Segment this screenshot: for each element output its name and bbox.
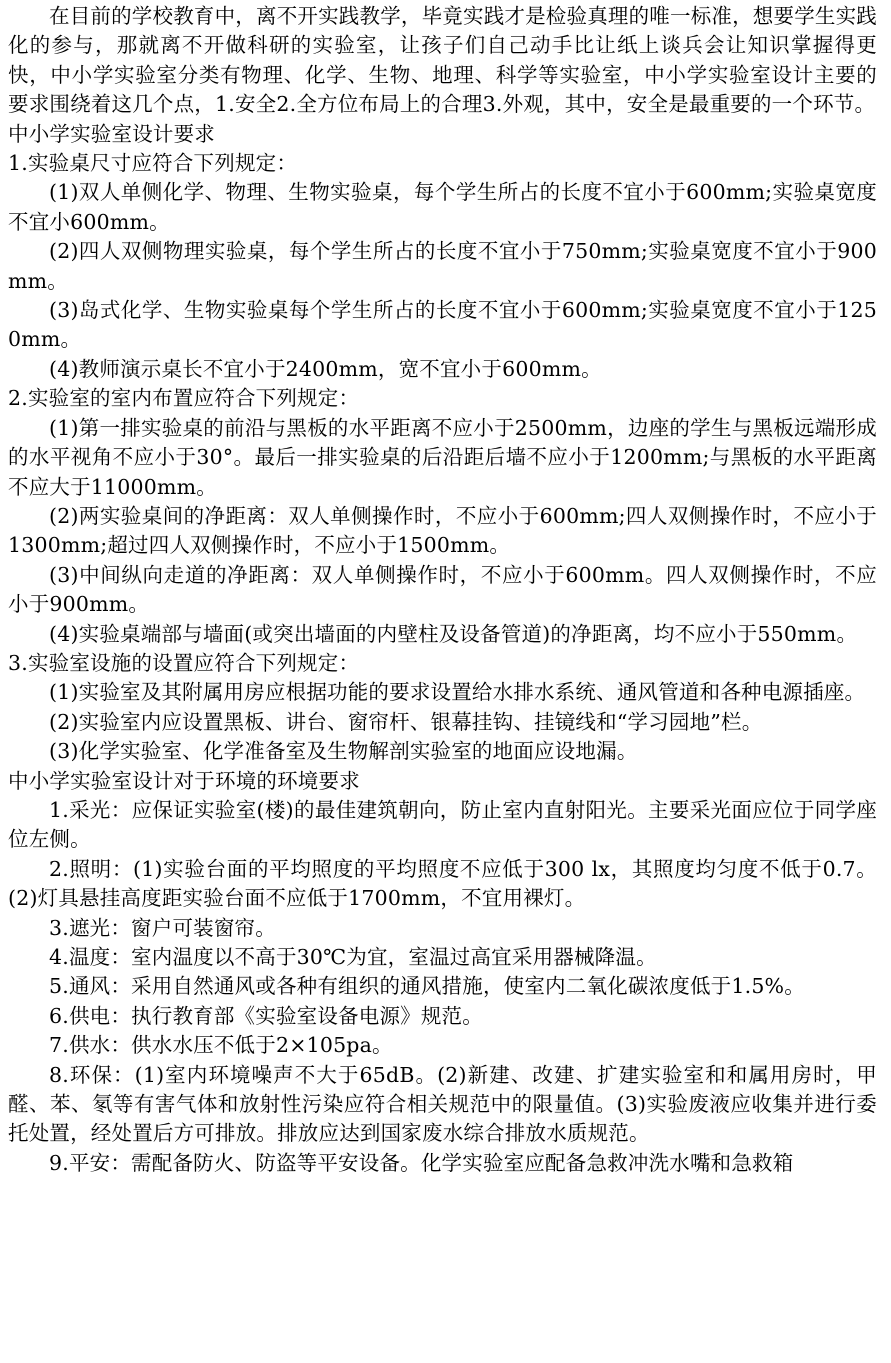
rule-item-layout-4: (4)实验桌端部与墙面(或突出墙面的内壁柱及设备管道)的净距离，均不应小于550mm。 [49,621,858,646]
rule-item-table-size-3: (3)岛式化学、生物实验桌每个学生所占的长度不宜小于600mm;实验桌宽度不宜小于1250mm。 [8,298,877,352]
rule-heading-facilities: 3.实验室设施的设置应符合下列规定： [8,650,360,675]
rule-heading-layout: 2.实验室的室内布置应符合下列规定： [8,386,360,411]
rule-heading-table-size: 1.实验桌尺寸应符合下列规定： [8,151,298,176]
rule-item-layout-2: (2)两实验桌间的净距离：双人单侧操作时，不应小于600mm;四人双侧操作时，不应小于1300mm;超过四人双侧操作时，不应小于1500mm。 [8,503,877,558]
rule-item-facilities-2: (2)实验室内应设置黑板、讲台、窗帘杆、银幕挂钩、挂镜线和“学习园地”栏。 [49,709,763,734]
env-item-power: 6.供电：执行教育部《实验室设备电源》规范。 [49,1003,483,1028]
rule-item-facilities-1: (1)实验室及其附属用房应根据功能的要求设置给水排水系统、通风管道和各种电源插座。 [49,680,866,705]
env-item-shading: 3.遮光：窗户可装窗帘。 [49,915,276,940]
rule-item-facilities-3: (3)化学实验室、化学准备室及生物解剖实验室的地面应设地漏。 [49,739,638,764]
env-item-lighting: 1.采光：应保证实验室(楼)的最佳建筑朝向，防止室内直射阳光。主要采光面应位于同学座位左侧。 [8,797,877,852]
rule-item-table-size-2: (2)四人双侧物理实验桌，每个学生所占的长度不宜小于750mm;实验桌宽度不宜小于900mm。 [8,239,877,293]
env-item-ventilation: 5.通风：采用自然通风或各种有组织的通风措施，使室内二氧化碳浓度低于1.5%。 [49,974,805,999]
rule-item-layout-3: (3)中间纵向走道的净距离：双人单侧操作时，不应小于600mm。四人双侧操作时，不应小于900mm。 [8,562,877,617]
env-item-water: 7.供水：供水水压不低于2×105pa。 [49,1033,393,1058]
rule-item-layout-1: (1)第一排实验桌的前沿与黑板的水平距离不应小于2500mm，边座的学生与黑板远端形成的水平视角不应小于30°。最后一排实验桌的后沿距后墙不应小于1200mm;与黑板的水平距离不应大于11000mm。 [8,415,877,499]
env-item-illumination: 2.照明：(1)实验台面的平均照度的平均照度不应低于300 lx，其照度均匀度不低于0.7。(2)灯具悬挂高度距实验台面不应低于1700mm，不宜用裸灯。 [8,856,877,911]
rule-item-table-size-1: (1)双人单侧化学、物理、生物实验桌，每个学生所占的长度不宜小于600mm;实验桌宽度不宜小600mm。 [8,180,877,234]
env-item-safety: 9.平安：需配备防火、防盗等平安设备。化学实验室应配备急救冲洗水嘴和急救箱 [49,1150,794,1175]
section-heading-environment: 中小学实验室设计对于环境的环境要求 [8,768,360,793]
section-heading-design-requirements: 中小学实验室设计要求 [8,121,215,146]
intro-paragraph: 在目前的学校教育中，离不开实践教学，毕竟实践才是检验真理的唯一标准，想要学生实践化的参与，那就离不开做科研的实验室，让孩子们自己动手比让纸上谈兵会让知识掌握得更快，中小学实验室分类有物理、化学、生物、地理、科学等实验室，中小学实验室设计主要的要求围绕着这几个点，1.安全2.全方位布局上的合理3.外观，其中，安全是最重要的一个环节。 [8,4,877,117]
env-item-environmental-protection: 8.环保：(1)室内环境噪声不大于65dB。(2)新建、改建、扩建实验室和和属用房时，甲醛、苯、氡等有害气体和放射性污染应符合相关规范中的限量值。(3)实验废液应收集并进行委托处置，经处置后方可排放。排放应达到国家废水综合排放水质规范。 [8,1062,877,1146]
env-item-temperature: 4.温度：室内温度以不高于30℃为宜，室温过高宜采用器械降温。 [49,945,657,969]
rule-item-table-size-4: (4)教师演示桌长不宜小于2400mm，宽不宜小于600mm。 [49,356,602,381]
